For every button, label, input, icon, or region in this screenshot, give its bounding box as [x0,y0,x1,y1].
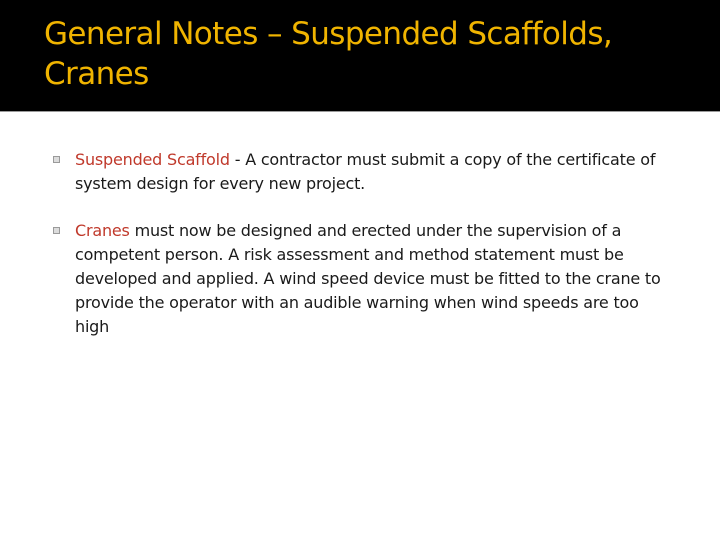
square-bullet-icon [53,227,60,234]
square-bullet-icon [53,156,60,163]
slide-title: General Notes – Suspended Scaffolds, Cranes [44,16,613,92]
bullet-text-cranes: must now be designed and erected under the supervision of a competent person. A risk assessment and method statement must be developed and applied. A wind speed device must be fitted to the crane to provide the operator with an audible warning when wind speeds are too high [75,221,661,336]
title-divider [0,111,720,112]
bullet-lead-suspended-scaffold: Suspended Scaffold [75,150,230,169]
bullet-text-suspended-scaffold: - A contractor must submit a copy of the certificate of system design for every new project. [75,150,656,193]
bullet-lead-cranes: Cranes [75,221,130,240]
bullet-list [51,148,676,362]
title-bar [0,0,720,111]
bullet-item-suspended-scaffold [51,148,676,196]
bullet-item-cranes [51,219,676,339]
